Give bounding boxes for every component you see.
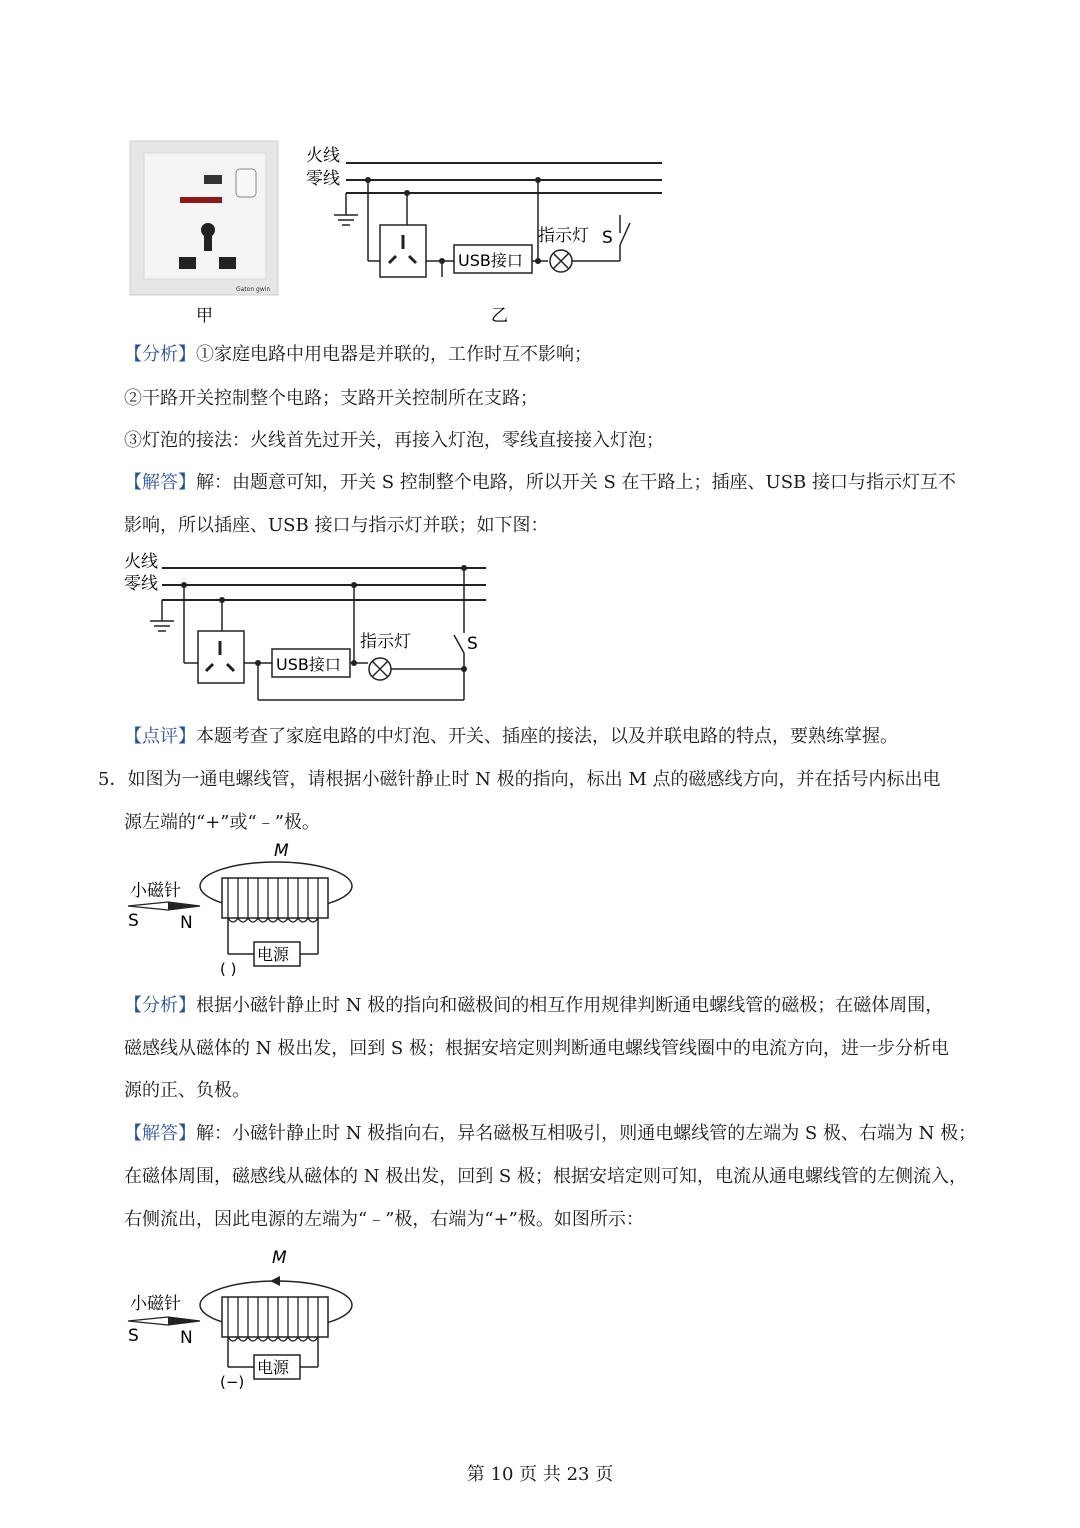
analysis5-tag: 【分析】 [124, 995, 196, 1016]
q5-number: 5． [98, 769, 128, 790]
fig3-label-power: 电源 [257, 945, 290, 964]
figure-solenoid-question [124, 840, 364, 980]
figure-socket-circuit [124, 135, 684, 330]
label-zhishideng: 指示灯 [538, 226, 589, 246]
label-usb: USB接口 [458, 251, 523, 270]
comment1-line [124, 722, 898, 748]
label-yi: 乙 [491, 306, 508, 326]
fig4-label-power: 电源 [257, 1358, 290, 1377]
socket-brand: Gaton gwin [236, 286, 271, 293]
analysis1-line3: ③灯泡的接法：火线首先过开关，再接入灯泡，零线直接接入灯泡； [124, 430, 664, 451]
figure-solenoid-answer [124, 1245, 364, 1395]
socket-symbol [380, 225, 426, 277]
fig2-label-zhishideng: 指示灯 [360, 632, 411, 652]
analysis1-line2: ②干路开关控制整个电路；支路开关控制所在支路； [124, 388, 538, 409]
figure-answer-circuit [122, 545, 502, 705]
fig3-label-needle: 小磁针 [130, 881, 181, 901]
analysis5-line2: 磁感线从磁体的 N 极出发，回到 S 极；根据安培定则判断通电螺线管线圈中的电流方向，进一步分析电 [124, 1038, 949, 1059]
fig3-label-s: S [128, 911, 139, 931]
label-lingxian: 零线 [306, 169, 340, 189]
answer5-tag: 【解答】 [124, 1123, 196, 1144]
fig4-field-arrow [270, 1276, 280, 1286]
socket-button [236, 169, 256, 197]
fig4-bracket: (−) [220, 1373, 245, 1391]
page-footer: 第 10 页 共 23 页 [466, 1464, 614, 1485]
comment1-tag: 【点评】 [124, 726, 196, 747]
analysis5-line3: 源的正、负极。 [124, 1080, 250, 1101]
analysis1-line1 [124, 340, 592, 366]
label-huoxian: 火线 [306, 146, 340, 166]
analysis5-text1: 根据小磁针静止时 N 极的指向和磁极间的相互作用规律判断通电螺线管的磁极；在磁体周围， [196, 995, 944, 1016]
socket-usb-slot [204, 175, 222, 184]
socket-ground-hole [201, 223, 215, 237]
answer5-line1 [124, 1119, 976, 1145]
fig2-label-lingxian: 零线 [124, 574, 158, 594]
answer5-line3: 右侧流出，因此电源的左端为“﹣”极，右端为“+”极。如图所示： [124, 1209, 644, 1230]
label-switch: S [602, 228, 613, 248]
socket-left-hole [179, 257, 196, 269]
socket-indicator-light [180, 197, 222, 203]
fig4-label-m: M [272, 1248, 287, 1268]
fig4-label-n: N [180, 1328, 193, 1348]
fig3-bracket: ( ) [220, 960, 237, 978]
answer1-text1: 解：由题意可知，开关 S 控制整个电路，所以开关 S 在干路上；插座、USB 接口与指示灯互不 [196, 472, 956, 493]
q5-text1: 如图为一通电螺线管，请根据小磁针静止时 N 极的指向，标出 M 点的磁感线方向，并在括号内标出电 [127, 769, 941, 790]
fig3-label-n: N [180, 913, 193, 933]
fig2-socket-symbol [198, 631, 244, 683]
q5-line2: 源左端的“+”或“﹣”极。 [124, 812, 320, 833]
answer5-line2: 在磁体周围，磁感线从磁体的 N 极出发，回到 S 极；根据安培定则可知，电流从通电螺线管的左侧流入， [124, 1166, 967, 1187]
fig4-needle-n [168, 1317, 200, 1325]
fig4-label-s: S [128, 1326, 139, 1346]
fig3-label-m: M [274, 841, 289, 861]
answer1-tag: 【解答】 [124, 472, 196, 493]
answer1-line2: 影响，所以插座、USB 接口与指示灯并联；如下图： [124, 515, 549, 536]
analysis1-text1: ①家庭电路中用电器是并联的，工作时互不影响； [196, 344, 592, 365]
fig3-needle-n [168, 902, 200, 910]
label-jia: 甲 [196, 306, 213, 326]
fig2-label-huoxian: 火线 [124, 552, 158, 572]
answer5-text1: 解：小磁针静止时 N 极指向右，异名磁极互相吸引，则通电螺线管的左端为 S 极、右端为 N 极； [196, 1123, 977, 1144]
analysis5-line1 [124, 991, 943, 1017]
answer1-line1 [124, 468, 956, 494]
socket-right-hole [219, 257, 236, 269]
comment1-text: 本题考查了家庭电路的中灯泡、开关、插座的接法，以及并联电路的特点，要熟练掌握。 [196, 726, 898, 747]
fig2-label-switch: S [467, 634, 478, 654]
analysis1-tag: 【分析】 [124, 344, 196, 365]
q5-line1 [98, 765, 941, 791]
fig4-label-needle: 小磁针 [130, 1294, 181, 1314]
fig2-label-usb: USB接口 [276, 655, 341, 674]
